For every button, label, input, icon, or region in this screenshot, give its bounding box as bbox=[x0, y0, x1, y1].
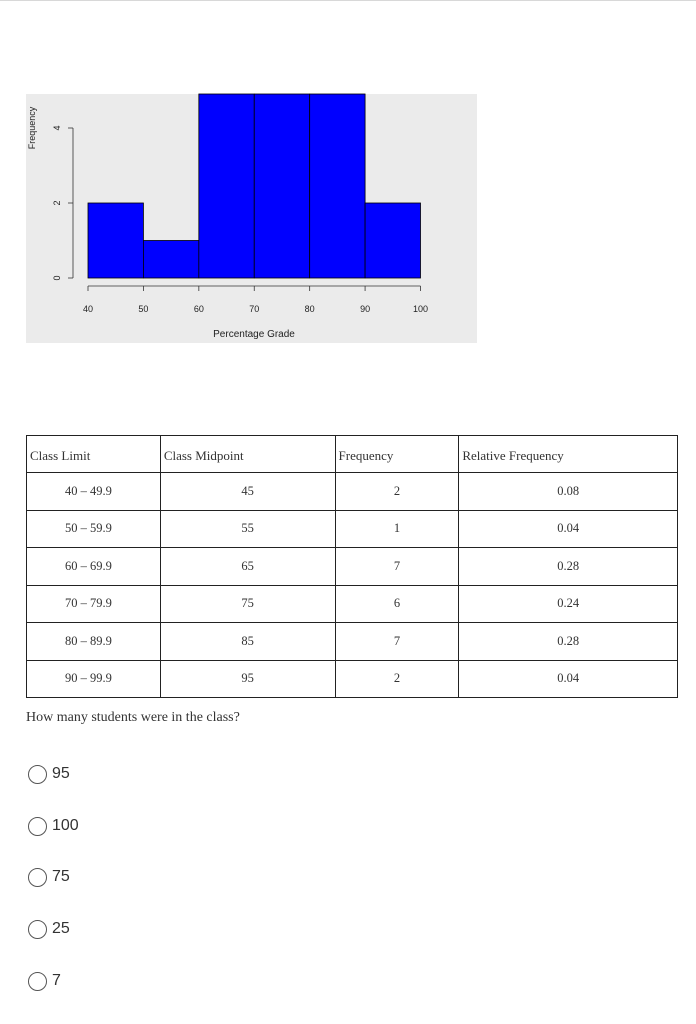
answer-option[interactable] bbox=[28, 969, 61, 993]
cell-relative-frequency: 0.28 bbox=[459, 623, 678, 661]
table-row bbox=[27, 473, 678, 511]
y-tick-label: 4 bbox=[52, 125, 62, 131]
cell-relative-frequency: 0.04 bbox=[459, 510, 678, 548]
cell-class-limit: 60 – 69.9 bbox=[27, 548, 161, 586]
cell-class-limit: 40 – 49.9 bbox=[27, 473, 161, 511]
question-text: How many students were in the class? bbox=[26, 710, 240, 725]
x-tick-label: 80 bbox=[304, 304, 315, 314]
header-relative-frequency: Relative Frequency bbox=[459, 436, 678, 473]
cell-frequency: 6 bbox=[335, 585, 459, 623]
table-row bbox=[27, 585, 678, 623]
cell-class-limit: 80 – 89.9 bbox=[27, 623, 161, 661]
cell-relative-frequency: 0.28 bbox=[459, 548, 678, 586]
cell-midpoint: 95 bbox=[160, 660, 335, 698]
cell-midpoint: 55 bbox=[160, 510, 335, 548]
histogram-bar bbox=[199, 94, 254, 278]
table-row bbox=[27, 510, 678, 548]
y-tick-label: 2 bbox=[52, 200, 62, 206]
radio-button[interactable] bbox=[28, 817, 47, 836]
option-label: 25 bbox=[52, 920, 70, 937]
cell-frequency: 7 bbox=[335, 548, 459, 586]
y-axis-title: Frequency bbox=[27, 106, 37, 150]
x-tick-label: 100 bbox=[412, 304, 429, 314]
radio-button[interactable] bbox=[28, 765, 47, 784]
cell-frequency: 2 bbox=[335, 660, 459, 698]
x-tick-label: 90 bbox=[360, 304, 371, 314]
cell-class-limit: 90 – 99.9 bbox=[27, 660, 161, 698]
radio-button[interactable] bbox=[28, 868, 47, 887]
option-label: 95 bbox=[52, 765, 70, 782]
cell-class-limit: 50 – 59.9 bbox=[27, 510, 161, 548]
cell-relative-frequency: 0.08 bbox=[459, 473, 678, 511]
option-label: 7 bbox=[52, 972, 61, 989]
option-label: 100 bbox=[52, 817, 79, 834]
option-label: 75 bbox=[52, 868, 70, 885]
answer-option[interactable] bbox=[28, 762, 70, 786]
histogram-bar bbox=[143, 241, 198, 279]
y-tick-label: 0 bbox=[52, 275, 62, 281]
cell-relative-frequency: 0.04 bbox=[459, 660, 678, 698]
cell-midpoint: 75 bbox=[160, 585, 335, 623]
cell-midpoint: 85 bbox=[160, 623, 335, 661]
answer-option[interactable] bbox=[28, 917, 70, 941]
radio-button[interactable] bbox=[28, 972, 47, 991]
table-row bbox=[27, 548, 678, 586]
cell-midpoint: 65 bbox=[160, 548, 335, 586]
cell-frequency: 1 bbox=[335, 510, 459, 548]
x-tick-label: 60 bbox=[193, 304, 204, 314]
histogram-bar bbox=[88, 203, 143, 278]
x-tick-label: 50 bbox=[138, 304, 149, 314]
histogram-bar bbox=[365, 203, 420, 278]
x-axis-title: Percentage Grade bbox=[213, 329, 295, 340]
radio-button[interactable] bbox=[28, 920, 47, 939]
x-tick-label: 70 bbox=[249, 304, 260, 314]
x-tick-label: 40 bbox=[82, 304, 94, 314]
histogram-chart bbox=[0, 0, 480, 345]
cell-frequency: 7 bbox=[335, 623, 459, 661]
cell-frequency: 2 bbox=[335, 473, 459, 511]
answer-option[interactable] bbox=[28, 865, 70, 889]
answer-option[interactable] bbox=[28, 814, 79, 838]
histogram-bar bbox=[310, 94, 365, 278]
frequency-table bbox=[26, 435, 678, 698]
histogram-bar bbox=[254, 94, 309, 278]
header-frequency: Frequency bbox=[335, 436, 459, 473]
cell-class-limit: 70 – 79.9 bbox=[27, 585, 161, 623]
table-row bbox=[27, 623, 678, 661]
header-class-midpoint: Class Midpoint bbox=[160, 436, 335, 473]
table-header-row bbox=[27, 436, 678, 473]
cell-relative-frequency: 0.24 bbox=[459, 585, 678, 623]
table-row bbox=[27, 660, 678, 698]
cell-midpoint: 45 bbox=[160, 473, 335, 511]
header-class-limit: Class Limit bbox=[27, 436, 161, 473]
